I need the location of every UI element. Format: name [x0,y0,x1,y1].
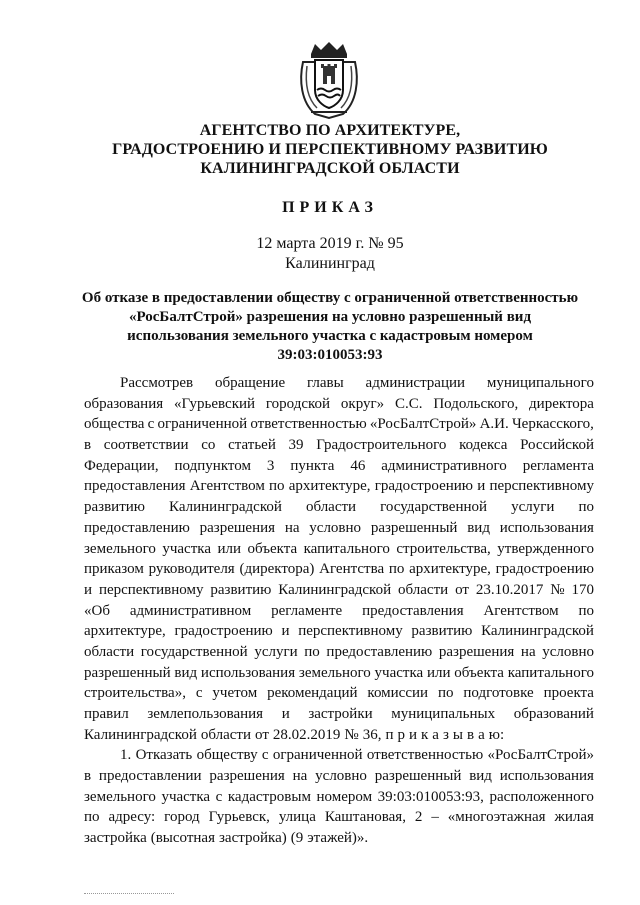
body-line: приказом руководителя (директора) Агентства по архитектуре, градостроению [84,561,594,578]
agency-line: КАЛИНИНГРАДСКОЙ ОБЛАСТИ [200,160,460,177]
body-line: в предоставлении разрешения на условно разрешенный вид использования [84,768,594,785]
body-line: и перспективному развитию Калининградской области от 23.10.2017 № 170 [84,581,594,598]
body-line: Рассмотрев обращение главы администрации муниципального [120,375,594,391]
coat-of-arms-icon [297,40,361,120]
document-body [84,373,594,849]
body-line: предоставления Агентством по архитектуре, градостроению и перспективному [84,478,594,495]
body-line: архитектуре, градостроению и перспективному развитию Калининградской [84,623,594,640]
body-line: земельного участка или объекта капитального строительства, утвержденного [84,540,594,557]
body-line: образования «Гурьевский городской округ» С.С. Подольского, директора [84,395,594,412]
agency-name [60,121,600,178]
body-line: земельного участка с кадастровым номером 39:03:010053:93, расположенного [84,788,594,805]
subject-line: использования земельного участка с кадастровым номером [127,328,533,344]
document-city: Калининград [285,255,375,272]
body-line: разрешенный вид использования земельного участка или объекта капитального [84,664,594,681]
document-subject [70,289,590,365]
body-line: развитию Калининградской области государственной услуги по [84,499,594,516]
body-line: Калининградской области от 28.02.2019 № 36, п р и к а з ы в а ю: [84,726,505,743]
subject-line: «РосБалтСтрой» разрешения на условно разрешенный вид [128,309,532,325]
body-line: «Об административном регламенте предоставления Агентством по [84,602,594,619]
body-line: области государственной услуги по предоставлению разрешения на условно [84,643,594,660]
body-line: застройка (высотная застройка) (9 этажей)». [84,830,369,847]
document-type: ПРИКАЗ [282,199,378,216]
body-line: 1. Отказать обществу с ограниченной ответственностью «РосБалтСтрой» [120,747,594,764]
document-date-number: 12 марта 2019 г. № 95 [256,235,404,252]
agency-line: ГРАДОСТРОЕНИЮ И ПЕРСПЕКТИВНОМУ РАЗВИТИЮ [112,141,548,158]
body-line: предоставлению разрешения на условно разрешенный вид использования [84,519,594,536]
body-line: по адресу: город Гурьевск, улица Каштановая, 2 – «многоэтажная жилая [84,809,594,826]
agency-line: АГЕНТСТВО ПО АРХИТЕКТУРЕ, [199,122,461,139]
body-line: в соответствии со статьей 39 Градостроительного кодекса Российской [84,437,594,454]
subject-line: Об отказе в предоставлении обществу с ограниченной ответственностью [81,290,579,306]
body-line: общества с ограниченной ответственностью «РосБалтСтрой» А.И. Черкасского, [84,416,594,433]
body-line: строительства», с учетом рекомендаций комиссии по подготовке проекта [84,685,594,702]
footer-mark [84,893,174,896]
subject-line: 39:03:010053:93 [277,347,383,363]
body-line: Федерации, подпунктом 3 пункта 46 административного регламента [84,457,594,474]
body-line: правил землепользования и застройки муниципальных образований [84,706,594,722]
